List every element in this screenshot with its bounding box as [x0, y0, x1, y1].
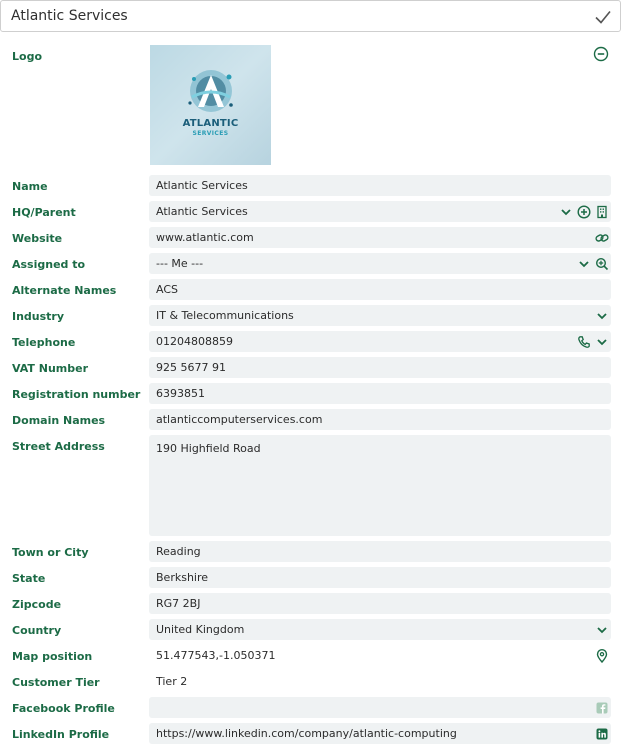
logo-label: Logo — [12, 50, 42, 63]
zipcode-value: RG7 2BJ — [156, 597, 201, 610]
telephone-value: 01204808859 — [156, 335, 233, 348]
registration-label: Registration number — [12, 388, 141, 401]
alternate-input[interactable] — [149, 279, 611, 300]
town-input[interactable] — [149, 541, 611, 562]
vat-label: VAT Number — [12, 362, 89, 375]
tier-value: Tier 2 — [156, 675, 188, 688]
domain-input[interactable] — [149, 409, 611, 430]
alternate-label: Alternate Names — [12, 284, 117, 297]
street-label: Street Address — [12, 440, 105, 453]
assigned-select[interactable] — [149, 253, 611, 274]
chevron-down-icon[interactable] — [595, 309, 609, 323]
domain-label: Domain Names — [12, 414, 106, 427]
record-title: Atlantic Services — [11, 8, 128, 24]
record-header — [0, 0, 621, 32]
website-label: Website — [12, 232, 63, 245]
zipcode-label: Zipcode — [12, 598, 62, 611]
chevron-down-icon[interactable] — [595, 335, 609, 349]
linkedin-value: https://www.linkedin.com/company/atlantic-computing — [156, 727, 457, 740]
add-circle-icon[interactable] — [577, 205, 591, 219]
map-label: Map position — [12, 650, 93, 663]
assigned-label: Assigned to — [12, 258, 86, 271]
hq-select[interactable] — [149, 201, 611, 222]
facebook-icon[interactable] — [595, 701, 609, 715]
telephone-label: Telephone — [12, 336, 76, 349]
industry-label: Industry — [12, 310, 65, 323]
remove-circle-icon[interactable] — [593, 46, 609, 62]
zipcode-input[interactable] — [149, 593, 611, 614]
chevron-down-icon[interactable] — [559, 205, 573, 219]
name-label: Name — [12, 180, 48, 193]
telephone-input[interactable] — [149, 331, 611, 352]
registration-input[interactable] — [149, 383, 611, 404]
logo-mark-icon — [184, 67, 238, 117]
building-icon[interactable] — [595, 205, 609, 219]
industry-select[interactable] — [149, 305, 611, 326]
alternate-value: ACS — [156, 283, 178, 296]
town-label: Town or City — [12, 546, 89, 559]
linkedin-label: LinkedIn Profile — [12, 728, 110, 741]
assigned-value: --- Me --- — [156, 257, 204, 270]
street-textarea[interactable] — [149, 435, 611, 536]
state-label: State — [12, 572, 46, 585]
domain-value: atlanticcomputerservices.com — [156, 413, 323, 426]
street-value: 190 Highfield Road — [156, 442, 261, 455]
chevron-down-icon[interactable] — [595, 623, 609, 637]
map-pin-icon[interactable] — [595, 649, 609, 663]
facebook-input[interactable] — [149, 697, 611, 718]
hq-label: HQ/Parent — [12, 206, 76, 219]
linkedin-icon[interactable] — [595, 727, 609, 741]
hq-value: Atlantic Services — [156, 205, 248, 218]
website-value: www.atlantic.com — [156, 231, 254, 244]
chevron-down-icon[interactable] — [577, 257, 591, 271]
state-input[interactable] — [149, 567, 611, 588]
name-value: Atlantic Services — [156, 179, 248, 192]
logo-brand-subtitle: SERVICES — [192, 130, 229, 137]
check-icon[interactable] — [594, 8, 612, 26]
phone-icon[interactable] — [577, 335, 591, 349]
town-value: Reading — [156, 545, 201, 558]
country-select[interactable] — [149, 619, 611, 640]
vat-value: 925 5677 91 — [156, 361, 226, 374]
tier-field[interactable] — [149, 671, 611, 692]
linkedin-input[interactable] — [149, 723, 611, 744]
search-plus-icon[interactable] — [595, 257, 609, 271]
map-position-field[interactable] — [149, 645, 611, 666]
registration-value: 6393851 — [156, 387, 205, 400]
company-logo[interactable] — [150, 45, 271, 165]
map-value: 51.477543,-1.050371 — [156, 649, 276, 662]
country-label: Country — [12, 624, 62, 637]
tier-label: Customer Tier — [12, 676, 100, 689]
link-icon[interactable] — [595, 231, 609, 245]
state-value: Berkshire — [156, 571, 209, 584]
vat-input[interactable] — [149, 357, 611, 378]
industry-value: IT & Telecommunications — [156, 309, 294, 322]
logo-brand-name: ATLANTIC — [182, 118, 239, 129]
country-value: United Kingdom — [156, 623, 245, 636]
website-input[interactable] — [149, 227, 611, 248]
facebook-label: Facebook Profile — [12, 702, 115, 715]
name-input[interactable] — [149, 175, 611, 196]
